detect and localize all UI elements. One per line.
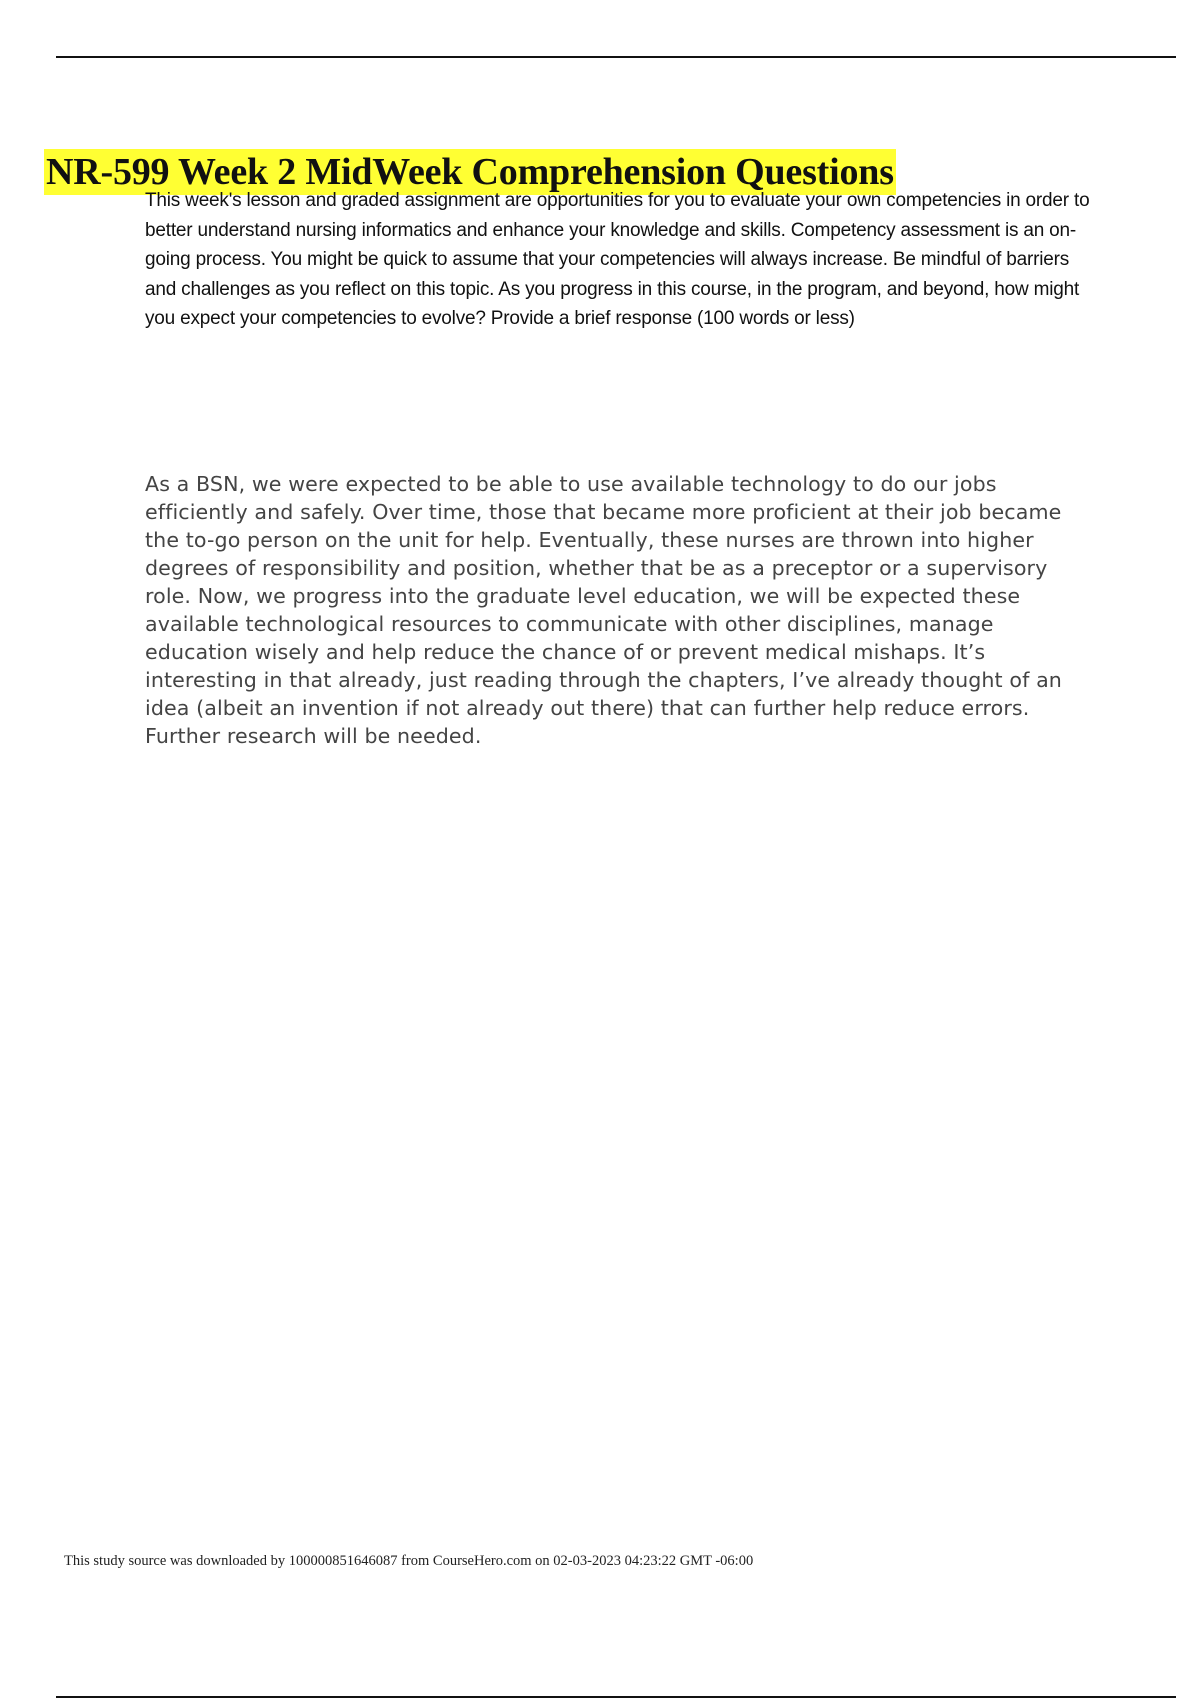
question-block bbox=[145, 186, 1095, 334]
download-source-note: This study source was downloaded by 100000851646087 from CourseHero.com on 02-03-2023 04:23:22 GMT -06:00 bbox=[64, 1553, 754, 1569]
answer-text: As a BSN, we were expected to be able to use available technology to do our jobs efficiently and safely. Over time, those that became more proficient at their job became the to-go person on the unit for help. Eventually, these nurses are thrown into higher degrees of responsibility and position, whether that be as a preceptor or a supervisory role. Now, we progress into the graduate level education, we will be expected these available technological resources to communicate with other disciplines, manage education wisely and help reduce the chance of or prevent medical mishaps. It’s interesting in that already, just reading through the chapters, I’ve already thought of an idea (albeit an invention if not already out there) that can further help reduce errors. Further research will be needed. bbox=[145, 472, 1062, 748]
answer-block bbox=[145, 470, 1095, 750]
page-title: NR-599 Week 2 MidWeek Comprehension Questions bbox=[46, 151, 894, 194]
top-rule bbox=[56, 56, 1176, 58]
question-text: This week's lesson and graded assignment are opportunities for you to evaluate your own competencies in order to better understand nursing informatics and enhance your knowledge and skills. Competency assessment is an on-going process. You might be quick to assume that your competencies will always increase. Be mindful of barriers and challenges as you reflect on this topic. As you progress in this course, in the program, and beyond, how might you expect your competencies to evolve? Provide a brief response (100 words or less) bbox=[145, 190, 1090, 329]
bottom-rule bbox=[56, 1696, 1176, 1698]
